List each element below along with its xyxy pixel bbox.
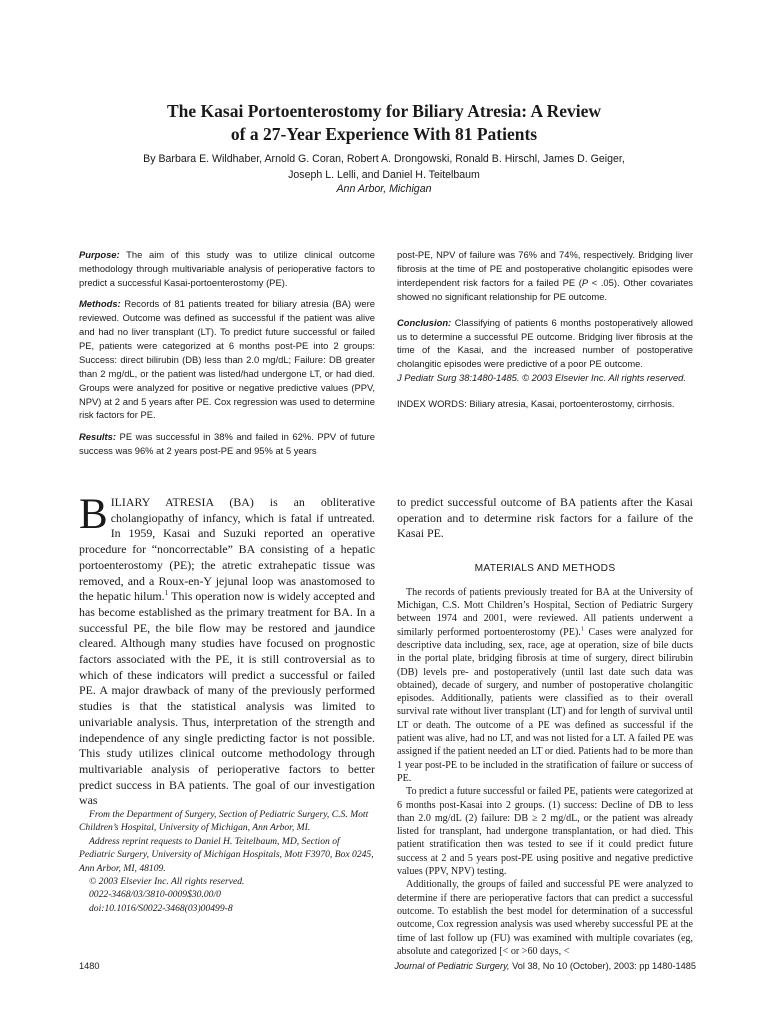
abstract-conclusion	[397, 316, 693, 386]
page-number: 1480	[79, 961, 100, 971]
abstract-results	[79, 430, 375, 458]
conclusion-label: Conclusion:	[397, 316, 452, 328]
intro-paragraph	[79, 491, 375, 809]
methods-p1-text-a: The records of patients previously treated for BA at the University of Michigan, C.S. Mott Children’s Hospital, Section of Pediatric Surgery between 1974 and 2001, were reviewed. All patients underwent a similarly performed portoenterostomy (PE).	[397, 586, 693, 638]
abstract-results-continued	[397, 248, 693, 304]
intro-text-b: This operation now is widely accepted and has become established as the primary treatment for BA. In a successful PE, the bile flow may be restored and jaundice cleared. Although many studies have focused on prognostic factors associated with the PE, it is still controversial as to which of these indicators will predict a successful or failed PE. A major drawback of many of the previously performed studies is that the statistical analysis was limited to univariable analysis. Thus, interpretation of the strength and independence of any single predicting factor is not possible. This study utilizes clinical outcome methodology through multivariable analysis of perioperative factors to better predict success in BA patients. The goal of our investigation was	[79, 589, 375, 808]
section-heading: MATERIALS AND METHODS	[474, 563, 616, 575]
index-words: INDEX WORDS: Biliary atresia, Kasai, portoenterostomy, cirrhosis.	[397, 398, 675, 410]
body-right-column	[397, 495, 693, 958]
methods-paragraph-3: Additionally, the groups of failed and successful PE were analyzed to determine if there are perioperative factors that can predict a successful outcome. To establish the best model for determination of a successful outcome, Cox regression analysis was used whereby successful PE at the time of last follow up (FU) was examined with multiple covariates (eg, absolute and categorized [< or >60 days, <	[397, 879, 693, 957]
authors-line-1: By Barbara E. Wildhaber, Arnold G. Coran, Robert A. Drongowski, Ronald B. Hirschl, James D. Geiger,	[143, 153, 625, 165]
affiliation-footnote	[79, 808, 375, 915]
methods-label: Methods:	[79, 298, 121, 310]
methods-p1-text-b: Cases were analyzed for descriptive data including, sex, race, age at operation, size of bile ducts in the portal plate, bridging fibrosis at time of surgery, direct bilirubin (DB) levels pre- and postoperatively (until last date such data was obtained), decade of surgery, and number of postoperative cholangitic episodes. Additionally, patients were classified as to their overall survival rate without liver transplant (LT) and for length of survival until LT or death. The outcome of a PE was defined as successful if the patient was alive, had no LT, and was not listed for a LT. A failed PE was assigned if the patient needed an LT or died. Patients had to be more than 1 year post-PE to be included in the stratification of failure or success of PE.	[397, 626, 693, 784]
article-title	[60, 100, 708, 146]
methods-section	[397, 586, 693, 958]
p-value-symbol: P	[581, 276, 589, 288]
footnote-doi: doi:10.1016/S0022-3468(03)00499-8	[89, 902, 233, 914]
title-line-1: The Kasai Portoenterostomy for Biliary Atresia: A Review	[166, 101, 602, 121]
journal-footer	[394, 961, 696, 971]
purpose-label: Purpose:	[79, 249, 120, 260]
results-label: Results:	[79, 430, 116, 442]
methods-text: Records of 81 patients treated for biliary atresia (BA) were reviewed. Outcome was defined as successful if the patient was alive and had no liver transplant (LT). To predict future successful or failed PE, patients were categorized at 6 months post-PE into 2 groups: Success: direct bilirubin (DB) less than 2.0 mg/dL; Failure: DB greater than 2 mg/dL, or the patient was listed/had undergone LT, or had died. Groups were analyzed for positive or negative predictive values (PPV, NPV) at 2 and 5 years after PE. Cox regression was used to determine risk factors for PE.	[79, 298, 375, 421]
purpose-text: The aim of this study was to utilize clinical outcome methodology through multivariable analysis of perioperative factors to predict a successful Kasai-portoenterostomy (PE).	[79, 249, 375, 288]
methods-paragraph-2: To predict a future successful or failed PE, patients were categorized at 6 months post-Kasai into 2 groups. (1) success: Decline of DB to less than 2.0 mg/dL (2) failure: DB ≥ 2 mg/dL, or the patient was already listed for transplant, had undergone transplantation, or had died. This patient stratification then was tested to see if it could predict future success at 2 and 5 years post-PE using positive and negative predictive values (PPV, NPV) testing.	[397, 786, 693, 878]
author-list	[60, 151, 708, 183]
abstract-right-column	[397, 248, 693, 419]
journal-name: Journal of Pediatric Surgery,	[394, 961, 510, 971]
reference-marker: 1	[164, 588, 169, 598]
results-text-right-a: post-PE, NPV of failure was 76% and 74%, respectively. Bridging liver fibrosis at the time of PE and postoperative cholangitic episodes were interdependent risk factors for a failed PE (	[397, 249, 693, 288]
author-location: Ann Arbor, Michigan	[336, 183, 432, 195]
title-line-2: of a 27-Year Experience With 81 Patients	[230, 124, 538, 144]
footnote-copyright: © 2003 Elsevier Inc. All rights reserved.	[89, 876, 245, 888]
authors-line-2: Joseph L. Lelli, and Daniel H. Teitelbaum	[288, 169, 480, 181]
footnote-reprint: Address reprint requests to Daniel H. Teitelbaum, MD, Section of Pediatric Surgery, University of Michigan Hospitals, Mott F3970, Box 0245, Ann Arbor, MI, 48109.	[79, 835, 374, 874]
reference-marker: 1	[580, 625, 584, 633]
abstract-left-column	[79, 248, 375, 465]
abstract-methods	[79, 297, 375, 422]
results-text-left: PE was successful in 38% and failed in 62%. PPV of future success was 96% at 2 years post-PE and 95% at 5 years	[79, 430, 375, 456]
drop-cap: B	[79, 491, 108, 538]
footnote-issn: 0022-3468/03/3810-0009$30.00/0	[89, 889, 221, 901]
intro-text-a: ILIARY ATRESIA (BA) is an obliterative cholangiopathy of infancy, which is fatal if untreated. In 1959, Kasai and Suzuki reported an operative procedure for “noncorrectable” BA consisting of a hepatic portoenterostomy (PE); the atretic extrahepatic tissue was removed, and a Roux-en-Y jejunal loop was anastomosed to the hepatic hilum.	[79, 495, 375, 604]
journal-details: Vol 38, No 10 (October), 2003: pp 1480-1485	[509, 961, 696, 971]
methods-paragraph-1	[397, 586, 693, 785]
results-text-right-b: < .05). Other covariates showed no significant relationship for PE outcome.	[397, 276, 693, 302]
intro-continued: to predict successful outcome of BA patients after the Kasai operation and to determine risk factors for a failure of the Kasai PE.	[397, 495, 693, 541]
citation: J Pediatr Surg 38:1480-1485. © 2003 Elsevier Inc. All rights reserved.	[397, 372, 687, 384]
conclusion-text: Classifying of patients 6 months postoperatively allowed us to determine a successful PE outcome. Bridging liver fibrosis at the time of the Kasai, and the increased number of postoperative cholangitic episodes were predictive of a poor PE outcome.	[397, 316, 693, 370]
abstract-purpose	[79, 248, 375, 290]
footnote-affiliation: From the Department of Surgery, Section of Pediatric Surgery, C.S. Mott Children’s Hospital, University of Michigan, Ann Arbor, MI.	[79, 809, 369, 834]
body-left-column	[79, 491, 375, 809]
